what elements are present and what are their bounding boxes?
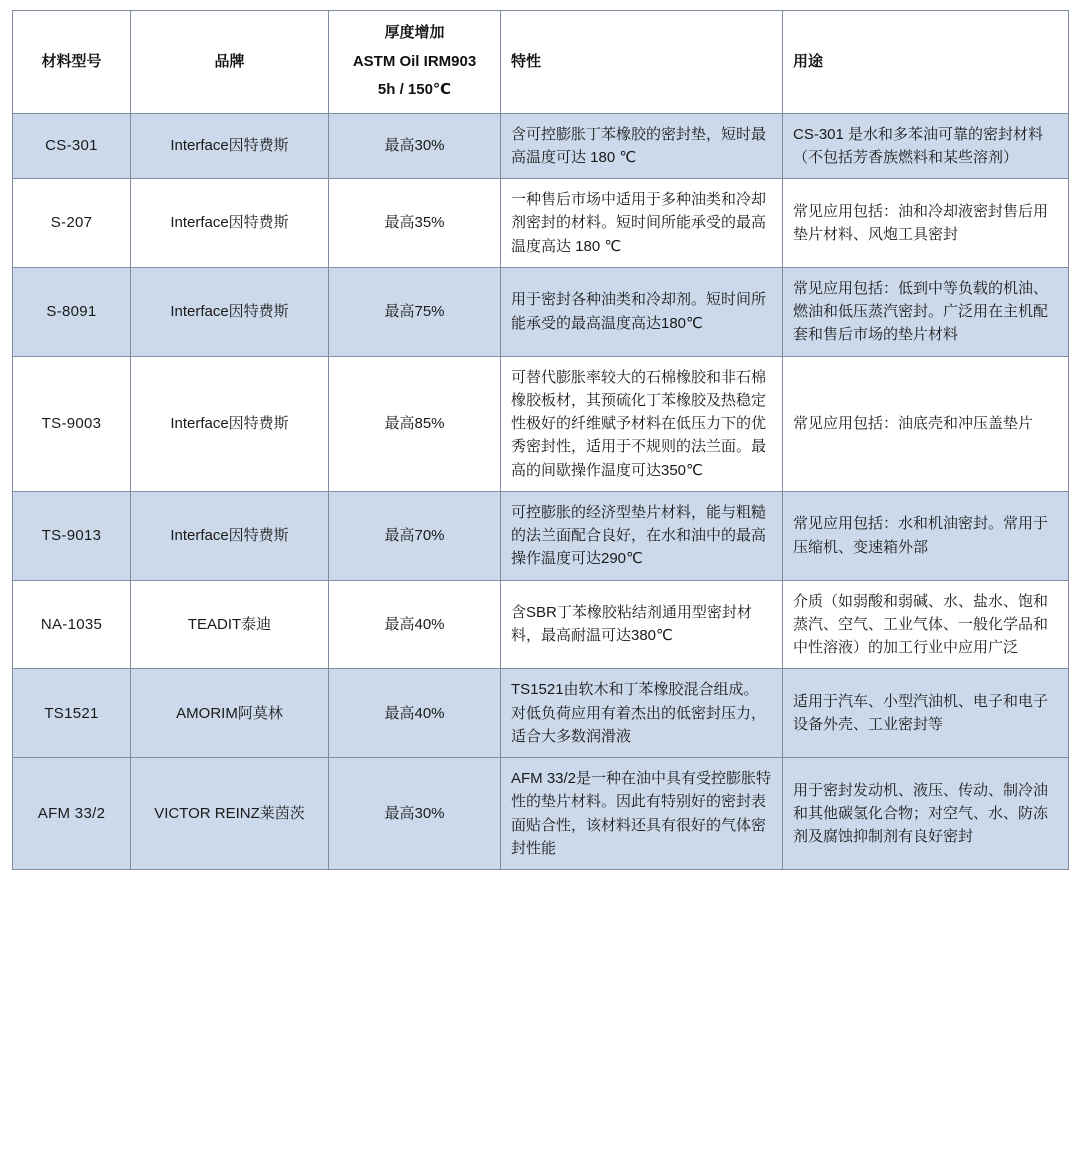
cell-model: TS-9003	[13, 356, 131, 491]
cell-model: TS-9013	[13, 491, 131, 580]
cell-brand: Interface因特费斯	[131, 113, 329, 179]
table-row	[13, 356, 1069, 491]
cell-swell: 最高35%	[329, 179, 501, 268]
table-row	[13, 179, 1069, 268]
table-body	[13, 113, 1069, 870]
cell-swell: 最高85%	[329, 356, 501, 491]
cell-swell: 最高70%	[329, 491, 501, 580]
cell-swell: 最高40%	[329, 580, 501, 669]
table-row	[13, 267, 1069, 356]
cell-model: AFM 33/2	[13, 758, 131, 870]
cell-brand: TEADIT泰迪	[131, 580, 329, 669]
cell-usage: 常见应用包括：低到中等负载的机油、燃油和低压蒸汽密封。广泛用在主机配套和售后市场的垫片材料	[783, 267, 1069, 356]
cell-brand: Interface因特费斯	[131, 491, 329, 580]
column-header-swell-line1: 厚度增加	[384, 24, 445, 41]
cell-feature: 用于密封各种油类和冷却剂。短时间所能承受的最高温度高达180℃	[501, 267, 783, 356]
cell-swell: 最高40%	[329, 669, 501, 758]
cell-usage: 常见应用包括：油底壳和冲压盖垫片	[783, 356, 1069, 491]
column-header-feature: 特性	[501, 11, 783, 114]
cell-feature: AFM 33/2是一种在油中具有受控膨胀特性的垫片材料。因此有特别好的密封表面贴合性，该材料还具有很好的气体密封性能	[501, 758, 783, 870]
cell-feature: 可控膨胀的经济型垫片材料，能与粗糙的法兰面配合良好，在水和油中的最高操作温度可达290℃	[501, 491, 783, 580]
gasket-material-spec-table	[12, 10, 1069, 870]
cell-brand: Interface因特费斯	[131, 267, 329, 356]
cell-feature: 可替代膨胀率较大的石棉橡胶和非石棉橡胶板材，其预硫化丁苯橡胶及热稳定性极好的纤维赋予材料在低压力下的优秀密封性，适用于不规则的法兰面。最高的间歇操作温度可达350℃	[501, 356, 783, 491]
cell-brand: Interface因特费斯	[131, 179, 329, 268]
column-header-usage: 用途	[783, 11, 1069, 114]
cell-feature: 一种售后市场中适用于多种油类和冷却剂密封的材料。短时间所能承受的最高温度高达 180 ℃	[501, 179, 783, 268]
table-row	[13, 669, 1069, 758]
cell-usage: 适用于汽车、小型汽油机、电子和电子设备外壳、工业密封等	[783, 669, 1069, 758]
cell-feature: 含可控膨胀丁苯橡胶的密封垫，短时最高温度可达 180 ℃	[501, 113, 783, 179]
column-header-swell-line3: 5h / 150℃	[377, 81, 452, 98]
cell-brand: Interface因特费斯	[131, 356, 329, 491]
table-row	[13, 113, 1069, 179]
cell-swell: 最高30%	[329, 113, 501, 179]
table-header-row	[13, 11, 1069, 114]
cell-model: TS1521	[13, 669, 131, 758]
cell-model: CS-301	[13, 113, 131, 179]
cell-model: S-207	[13, 179, 131, 268]
cell-usage: 介质（如弱酸和弱碱、水、盐水、饱和蒸汽、空气、工业气体、一般化学品和中性溶液）的加工行业中应用广泛	[783, 580, 1069, 669]
column-header-brand: 品牌	[131, 11, 329, 114]
cell-usage: CS-301 是水和多苯油可靠的密封材料（不包括芳香族燃料和某些溶剂）	[783, 113, 1069, 179]
cell-model: S-8091	[13, 267, 131, 356]
column-header-swell	[329, 11, 501, 114]
table-row	[13, 580, 1069, 669]
cell-brand: VICTOR REINZ莱茵茨	[131, 758, 329, 870]
cell-model: NA-1035	[13, 580, 131, 669]
table-row	[13, 491, 1069, 580]
cell-feature: 含SBR丁苯橡胶粘结剂通用型密封材料，最高耐温可达380℃	[501, 580, 783, 669]
cell-usage: 用于密封发动机、液压、传动、制冷油和其他碳氢化合物；对空气、水、防冻剂及腐蚀抑制剂有良好密封	[783, 758, 1069, 870]
cell-swell: 最高75%	[329, 267, 501, 356]
column-header-swell-line2: ASTM Oil IRM903	[352, 52, 477, 70]
cell-brand: AMORIM阿莫林	[131, 669, 329, 758]
cell-usage: 常见应用包括：水和机油密封。常用于压缩机、变速箱外部	[783, 491, 1069, 580]
column-header-model: 材料型号	[13, 11, 131, 114]
table-header	[13, 11, 1069, 114]
cell-feature: TS1521由软木和丁苯橡胶混合组成。对低负荷应用有着杰出的低密封压力，适合大多数润滑液	[501, 669, 783, 758]
cell-usage: 常见应用包括：油和冷却液密封售后用垫片材料、风炮工具密封	[783, 179, 1069, 268]
cell-swell: 最高30%	[329, 758, 501, 870]
table-row	[13, 758, 1069, 870]
